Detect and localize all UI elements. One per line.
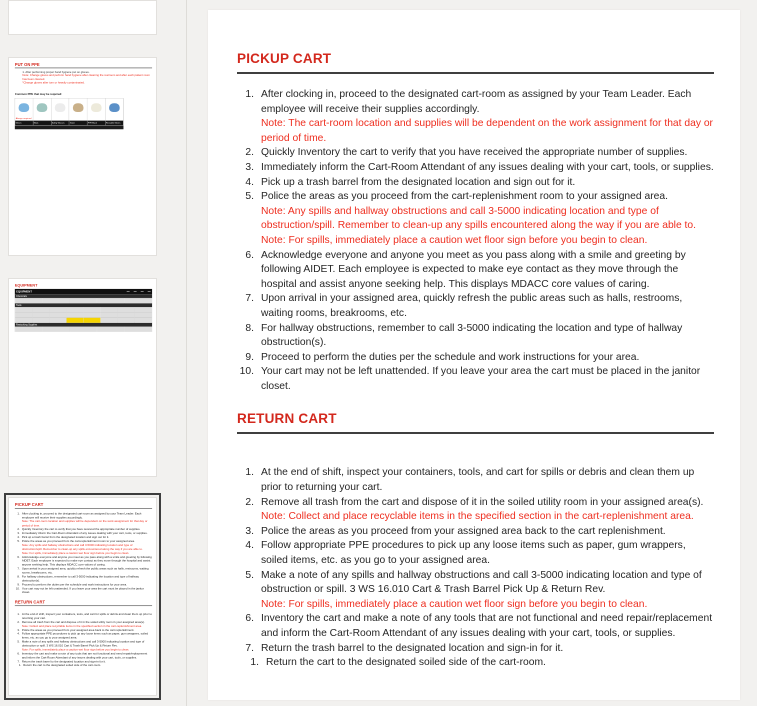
list-item-number: 6. [17,652,20,656]
list-item-text [22,632,152,640]
note-text: Note: Collect and place recyclable items in the specified section in the cart-replenishment area. [21,624,143,628]
equipment-row [15,318,152,323]
dust-mask-image [33,98,51,117]
list-item-text [23,664,152,668]
list-item-number: 2. [17,527,20,531]
list-item [237,176,714,191]
list-item-main-text: Return the cart to the designated soiled side of the cart-room. [23,663,102,668]
ppe-cell-label: Safety Glasses [51,120,69,125]
equipment-cell [135,318,152,323]
list-item-text [261,146,714,161]
equipment-header-label: EQUIPMENT [16,290,32,294]
equipment-cell-label [49,318,66,323]
list-item-text [261,466,714,495]
equipment-cell [84,318,101,323]
list-item-main-text: Your cart may not be left unattended. If you leave your area the cart must be placed in the janitor closet. [261,366,701,392]
ppe-mask-image [91,103,102,112]
section-rule [237,72,714,74]
note-text: Note: For spills, immediately place a caution wet floor sign before you begin to clean. [21,648,130,652]
equipment-cell [97,298,124,303]
list-item-main-text: At the end of shift, inspect your containers, tools, and cart for spills or debris and clean them up prior to returning your cart. [261,467,695,494]
note-text: Note: Collect and place recyclable items in the specified section in the cart-replenishment area. [261,511,694,523]
list-item [237,161,714,176]
list-item-main-text: For hallway obstructions, remember to call 3-5000 indicating the location and type of hallway obstruction(s). [21,575,139,583]
equipment-cell [101,318,118,323]
list-item-main-text: Remove all trash from the cart and dispose of it in the soiled utility room in your assigned area(s). [21,620,145,624]
equipment-cell-label [32,318,49,323]
list-item [237,190,714,248]
equipment-cell [15,318,32,323]
safety-glasses-image [55,103,66,112]
reusable-gloves-image [109,103,120,112]
ppe-cell-label: Gloves [15,120,33,125]
list-item-main-text: Upon arrival in your assigned area, quickly refresh the public areas such as halls, restrooms, waiting rooms, breakrooms, etc. [261,293,683,319]
ppe-table-cell [105,98,123,125]
ppe-table-cell [69,98,87,125]
list-item-text [266,656,714,671]
instruction-list [15,612,152,667]
list-item-main-text: Immediately inform the Cart-Room Attendant of any issues dealing with your cart, tools, or supplies. [261,161,714,173]
ppe-cell-label: Gown [69,120,87,125]
list-item [237,466,714,495]
ppe-rule [15,68,152,69]
equipment-cell [125,327,152,332]
list-item [237,146,714,161]
list-item-number: 2. [17,620,20,624]
equipment-cell [66,318,83,323]
list-item [237,249,714,293]
equipment-cell-label [125,327,152,332]
list-item-number: 10. [15,586,20,591]
list-item-main-text: Proceed to perform the duties per the schedule and work instructions for your area. [21,582,127,587]
list-item-main-text: Remove all trash from the cart and dispose of it in the soiled utility room in your assigned area(s). [261,496,704,508]
list-item-number: 5. [245,191,254,203]
list-item-text [261,190,714,248]
list-item [237,322,714,351]
list-item-text [22,567,152,575]
section-title: PICKUP CART [237,51,332,66]
list-item-text [261,569,714,613]
equipment-cell [49,318,66,323]
list-item-main-text: Quickly Inventory the cart to verify that you have received the appropriate number of supplies. [21,527,141,531]
ppe-cell-label: Mask [33,120,51,125]
list-item-main-text: Police the areas as you proceed from the cart-replenishment room to your assigned area. [21,539,135,543]
list-item-number: 9. [245,351,254,363]
list-item [237,365,714,394]
ppe-caption: Common PPE that may be required: [14,92,63,96]
ppe-note-text: *Change gloves after torn or heavily contaminated. [22,81,85,85]
list-item [237,539,714,568]
list-item-main-text: At the end of shift, inspect your containers, tools, and cart for spills or debris and clean them up prior to returning your cart. [21,612,152,620]
equipment-cell-label [43,298,70,303]
list-item [237,642,714,657]
list-item [237,292,714,321]
instruction-list [237,466,714,670]
ppe-table-cell [33,98,51,125]
list-item [15,620,152,628]
equipment-cell-label [135,318,152,323]
list-item-number: 3. [245,161,254,173]
list-item-number: 7. [17,659,20,664]
list-item [15,567,152,575]
equipment-cell [43,327,70,332]
gown-image [73,103,84,112]
ppe-table-footer-bar [15,125,124,129]
list-item-main-text: Make a note of any spills and hallway obstructions and call 3-5000 indicating location and type of obstruction or spill. 3 WS 16.010 Cart & Trash Barrel Pick Up & Return Rev. [21,640,145,648]
equipment-cell-label [70,327,97,332]
thumbnail-sidebar [0,0,187,706]
list-item-text [261,612,714,641]
equipment-cell-label [70,298,97,303]
note-text: Note: Any spills and hallway obstructions and call 3-5000 indicating location and type of obstruction/spill. Remember to clean-up any spills encountered along the way if you are able to. [21,543,143,551]
list-item-text [22,539,152,555]
thumbnail-page-partial[interactable] [8,0,157,35]
list-item [15,612,152,620]
list-item-main-text: Quickly Inventory the cart to verify that you have received the appropriate number of supplies. [261,147,688,159]
section-rule [15,605,152,606]
list-item-number: 6. [17,555,20,559]
list-item-text [22,640,152,652]
list-item-text [22,587,152,595]
equipment-cell-label [15,318,32,323]
list-item-number: 2. [245,147,254,159]
equipment-section-bar: Tools [15,303,152,307]
equipment-cell-label [125,298,152,303]
list-item-main-text: Inventory the cart and make a note of any tools that are not functional and need repair/replacement and inform the Cart-Room Attendant of any issues dealing with your cart, tools, or supplies. [261,613,713,639]
list-item [15,512,152,528]
equipment-cell-label [84,318,101,323]
document-page [208,10,740,700]
list-item-number: 5. [17,640,20,644]
list-item-number: 2. [245,496,254,508]
list-item-number: 4. [245,176,254,188]
list-item-main-text: For hallway obstructions, remember to call 3-5000 indicating the location and type of hallway obstruction(s). [261,322,683,349]
list-item [237,612,714,641]
list-item-main-text: Police the areas as you proceed from the cart-replenishment room to your assigned area. [261,191,668,203]
thumbnail-equipment-page[interactable] [8,278,157,477]
list-item [15,587,152,595]
list-item [15,575,152,583]
list-item-text [261,642,714,657]
list-item-text [261,176,714,191]
list-item-text [261,525,714,540]
list-item-text [261,351,714,366]
list-item-number: 6. [245,613,254,625]
equipment-cell [70,327,97,332]
list-item-number: 4. [17,632,20,636]
equipment-cell [43,298,70,303]
list-item-number: 3. [245,525,254,537]
list-item-number: 7. [17,567,20,571]
equipment-cell-label [15,298,42,303]
list-item-number: 4. [17,535,20,539]
reusable-gloves-image [105,98,123,117]
equipment-cell [15,327,42,332]
ppe-note-text: Note: Change gloves and perform hand hygiene after cleaning the restroom and after each patient room has been cleaned. [22,73,150,81]
instruction-list [237,88,714,394]
equipment-row [15,327,152,332]
thumbnail-pickup-return-cart-page-selected[interactable] [8,497,157,696]
equipment-cell [97,327,124,332]
list-item-text [261,322,714,351]
equipment-cell-label [101,318,118,323]
list-item [15,652,152,660]
list-item [237,88,714,146]
column-dividers [127,291,151,292]
document-pane [187,0,757,706]
list-item-number: 1. [17,512,20,516]
list-item-number: 9. [17,582,20,587]
equipment-cell-label [43,327,70,332]
note-text: Note: The cart-room location and supplies will be dependent on the work assignment for that day or period of time. [21,519,148,528]
section-title: PICKUP CART [14,502,44,508]
list-item-number: 7. [245,293,254,305]
note-text: Note: For spills, immediately place a caution wet floor sign before you begin to clean. [261,598,648,610]
ppe-table-cell [15,98,33,125]
ppe-cell-label: Reusable Gloves [105,120,123,125]
list-item-main-text: Police the areas as you proceed from your assigned area back to the cart replenishment. [21,628,135,632]
list-item-main-text: Acknowledge everyone and anyone you meet as you pass along with a smile and greeting by following AIDET. Each employee is expected to make eye contact as they move through the hospital and assist anyone seeking help. This displays MDACC core values of caring. [261,249,686,290]
list-item-text [261,88,714,146]
list-item-main-text: Follow appropriate PPE procedures to pick up any loose items such as paper, gum wrappers, soiled items, etc. as you go to your assigned area. [21,632,149,640]
list-item-number: 7. [245,642,254,654]
section-rule [237,432,714,434]
ppe-table [15,98,124,125]
column-divider [148,291,151,292]
thumbnail-put-on-ppe-page[interactable] [8,57,157,256]
list-item [237,496,714,525]
list-item-number: 5. [17,539,20,543]
ppe-table-cell [87,98,105,125]
list-item-text [261,161,714,176]
equipment-title: EQUIPMENT [14,283,38,288]
list-item-number: 4. [245,540,254,552]
nitrile-gloves-image [19,103,30,112]
section-title: RETURN CART [237,411,337,427]
equipment-cell-label [97,327,124,332]
list-item-text [22,555,152,567]
section-title: RETURN CART [14,599,46,605]
list-item [15,555,152,567]
list-item-text [261,249,714,293]
list-item-main-text: Make a note of any spills and hallway obstructions and call 3-5000 indicating location and type of obstruction or spill. 3 WS 16.010 Cart & Trash Barrel Pick Up & Return Rev. [261,569,702,596]
ppe-mask-image [87,98,105,117]
list-item [237,569,714,613]
list-item-main-text: Pick up a trash barrel from the designated location and sign out for it. [261,176,576,188]
list-item-number: 3. [17,628,20,632]
list-item-number: 1. [17,612,20,616]
list-item-text [261,539,714,568]
list-item-number: 6. [245,249,254,261]
equipment-page-preview [9,279,157,332]
list-item-text [22,575,152,583]
equipment-row [15,298,152,303]
dust-mask-image [37,103,48,112]
gown-image [69,98,87,117]
list-item-main-text: After clocking in, proceed to the designated cart-room as assigned by your Team Leader. Each employee will receive their supplies accordingly. [21,512,142,520]
list-item-text [22,612,152,620]
list-item-main-text: Your cart may not be left unattended. If you leave your area the cart must be placed in the janitor closet. [21,586,144,595]
list-item-number: 10. [239,366,254,378]
equipment-cell [118,318,135,323]
list-item [15,640,152,652]
list-item-number: 5. [245,569,254,581]
ppe-page-preview [9,58,157,129]
list-item-text [22,620,152,628]
equipment-cell-label [97,298,124,303]
section-rule [15,508,152,509]
equipment-cell [70,298,97,303]
column-divider [134,291,137,292]
list-item [15,664,152,668]
equipment-section-bar: Chemicals [15,294,152,298]
list-item-main-text: Upon arrival in your assigned area, quickly refresh the public areas such as halls, restrooms, waiting rooms, breakrooms, etc. [21,567,149,575]
list-item-main-text: Return the cart to the designated soiled side of the cart-room. [266,657,546,669]
list-item-main-text: Proceed to perform the duties per the schedule and work instructions for your area. [261,351,640,363]
nitrile-gloves-image [15,98,33,117]
note-text: Note: For spills, immediately place a caution wet floor sign before you begin to clean. [261,234,648,246]
list-item-number: 3. [17,531,20,535]
list-item-text [261,365,714,394]
column-divider [127,291,130,292]
instruction-list [15,512,152,595]
list-item-text [261,292,714,321]
list-item [237,351,714,366]
pickup-return-page-preview [9,498,157,668]
list-item [237,656,714,671]
equipment-cell-label [66,318,83,323]
list-item-text [22,652,152,660]
list-item-main-text: Police the areas as you proceed from your assigned area back to the cart replenishment. [261,525,666,537]
equipment-cell [15,298,42,303]
list-item-number: 1. [18,663,22,668]
note-text: Note: Any spills and hallway obstructions and call 3-5000 indicating location and type of obstruction/spill. Remember to clean-up any spills encountered along the way if you are able to. [261,205,696,232]
list-item-text [22,512,152,528]
equipment-section-bar: Restocking Supplies [15,323,152,327]
equipment-cell-label [118,318,135,323]
list-item-main-text: Return the trash barrel to the designated location and sign-in for it. [261,642,564,654]
ppe-table-cell [51,98,69,125]
list-item-main-text: Acknowledge everyone and anyone you meet as you pass along with a smile and greeting by following AIDET. Each employee is expected to make eye contact as they move through the hospital and assist anyone seeking help. This displays MDACC core values of caring. [21,555,152,567]
ppe-title: PUT ON PPE [14,62,40,67]
note-text: Note: The cart-room location and supplies will be dependent on the work assignment for that day or period of time. [261,118,713,144]
safety-glasses-image [51,98,69,117]
note-text: Note: For spills, immediately place a caution wet floor sign before you begin to clean. [21,551,130,555]
ppe-cell-label: PPE Mask [87,120,105,125]
column-divider [141,291,144,292]
list-item-number: 1. [245,467,254,479]
list-item-text [261,496,714,525]
list-item-number: 1. [250,657,259,669]
list-item [15,632,152,640]
list-item-number: 8. [245,322,254,334]
list-item-main-text: After clocking in, proceed to the designated cart-room as assigned by your Team Leader. Each employee will receive their supplies accordingly. [261,89,692,115]
list-item-main-text: Follow appropriate PPE procedures to pick up any loose items such as paper, gum wrappers, soiled items, etc. as you go to your assigned area. [261,540,686,567]
list-item-main-text: Return the trash barrel to the designated location and sign-in for it. [21,659,106,664]
equipment-cell [32,318,49,323]
list-item-main-text: Pick up a trash barrel from the designated location and sign out for it. [21,535,110,539]
list-item [15,539,152,555]
list-item [237,525,714,540]
list-item-main-text: Immediately inform the Cart-Room Attendant of any issues dealing with your cart, tools, or supplies. [21,531,148,535]
list-item-number: 8. [17,575,20,579]
document-content [237,50,714,671]
equipment-cell [125,298,152,303]
ppe-list-item: 1. After performing proper hand hygiene put on gloves. [22,70,90,74]
ppe-cell-note: Always required [15,116,32,120]
equipment-cell-label [15,327,42,332]
list-item-number: 1. [245,89,254,100]
list-item-main-text: Inventory the cart and make a note of any tools that are not functional and need repair/replacement and inform the Cart-Room Attendant of any issues dealing with your cart, tools, or supplies. [21,652,148,660]
